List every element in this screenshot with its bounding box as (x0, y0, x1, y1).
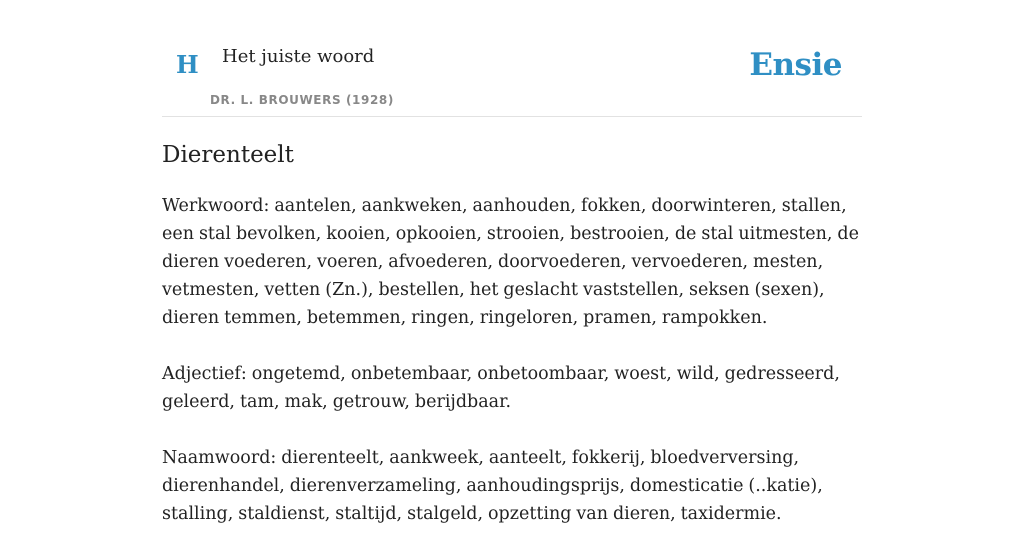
entry-title: Dierenteelt (162, 142, 294, 168)
entry-paragraph-verbs: Werkwoord: aantelen, aankweken, aanhouden, fokken, doorwinteren, stallen, een stal bevolken, kooien, opkooien, strooien, bestrooien, de stal uitmesten, de dieren voederen, voeren, afvoederen, doorvoederen, vervoederen, mesten, vetmesten, vetten (Zn.), bestellen, het geslacht vaststellen, seksen (sexen), dieren temmen, betemmen, ringen, ringeloren, pramen, rampokken. (162, 195, 859, 328)
entry-body (162, 192, 862, 528)
book-title[interactable]: Het juiste woord (222, 46, 375, 67)
book-author: DR. L. BROUWERS (1928) (210, 93, 394, 107)
letter-index-link[interactable]: H (176, 50, 199, 79)
entry-paragraph-nouns: Naamwoord: dierenteelt, aankweek, aanteelt, fokkerij, bloedverversing, dierenhandel, dierenverzameling, aanhoudingsprijs, domesticatie (..katie), stalling, staldienst, staltijd, stalgeld, opzetting van dieren, taxidermie. (162, 447, 823, 524)
ensie-logo[interactable]: Ensie (749, 47, 842, 83)
entry-paragraph-adjectives: Adjectief: ongetemd, onbetembaar, onbetoombaar, woest, wild, gedresseerd, geleerd, tam, mak, getrouw, berijdbaar. (162, 363, 840, 412)
book-header (162, 0, 862, 117)
page (162, 0, 862, 556)
